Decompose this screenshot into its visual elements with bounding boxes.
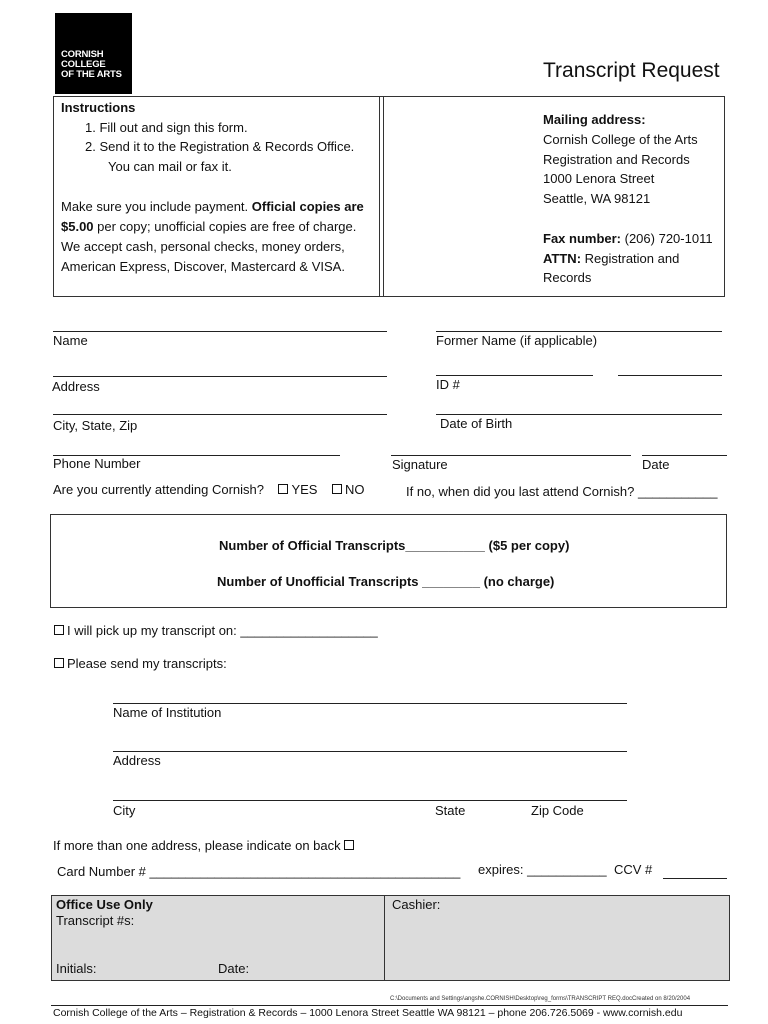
- mailing-line-2: Registration and Records: [543, 152, 690, 167]
- zip-label: Zip Code: [531, 803, 584, 818]
- page-title: Transcript Request: [543, 59, 720, 82]
- instruction-step-2: 2. Send it to the Registration & Records Office.: [85, 139, 355, 154]
- instructions-divider: [379, 96, 384, 296]
- transcript-numbers-label: Transcript #s:: [56, 913, 135, 928]
- signature-label: Signature: [392, 457, 448, 472]
- footer-address: Cornish College of the Arts – Registration & Records – 1000 Lenora Street Seattle WA 98121 – phone 206.726.5069 - www.cornish.edu: [53, 1007, 683, 1019]
- pickup-option: I will pick up my transcript on: ___________________: [54, 623, 378, 638]
- payment-note-line-3: We accept cash, personal checks, money orders,: [61, 239, 345, 254]
- initials-label: Initials:: [56, 961, 97, 976]
- send-checkbox[interactable]: [54, 658, 64, 668]
- ccv-label: CCV #: [614, 862, 653, 877]
- institution-label: Name of Institution: [113, 705, 222, 720]
- office-divider: [384, 895, 385, 980]
- cornish-logo: [55, 13, 132, 94]
- attn-line: ATTN: Registration and: [543, 251, 680, 266]
- copies-box: [50, 514, 727, 608]
- id-field-part-1[interactable]: [436, 375, 593, 376]
- address-label: Address: [52, 379, 100, 394]
- unofficial-transcripts-field[interactable]: Number of Unofficial Transcripts ________ (no charge): [217, 574, 555, 589]
- date-field[interactable]: [642, 455, 727, 456]
- attn-line-2: Records: [543, 270, 592, 285]
- institution-city-field[interactable]: [113, 800, 627, 801]
- pickup-checkbox[interactable]: [54, 625, 64, 635]
- logo-line-1: CORNISH: [61, 49, 104, 60]
- mailing-line-1: Cornish College of the Arts: [543, 132, 698, 147]
- last-attend-field[interactable]: If no, when did you last attend Cornish? ___________: [406, 484, 718, 499]
- name-label: Name: [53, 333, 88, 348]
- date-label: Date: [642, 457, 670, 472]
- institution-address-label: Address: [113, 753, 161, 768]
- former-name-field[interactable]: [436, 331, 722, 332]
- instruction-step-2-cont: You can mail or fax it.: [108, 159, 232, 174]
- state-label: State: [435, 803, 466, 818]
- mailing-heading: Mailing address:: [543, 112, 646, 127]
- cashier-label: Cashier:: [392, 897, 441, 912]
- dob-field[interactable]: [436, 414, 722, 415]
- payment-note-line-2: $5.00 per copy; unofficial copies are free of charge.: [61, 219, 357, 234]
- phone-label: Phone Number: [53, 456, 141, 471]
- yes-checkbox[interactable]: [278, 484, 288, 494]
- id-label: ID #: [436, 377, 460, 392]
- city-state-zip-label: City, State, Zip: [53, 418, 138, 433]
- fax-number: Fax number: (206) 720-1011: [543, 231, 713, 246]
- expires-field[interactable]: expires: ___________: [478, 862, 607, 877]
- more-addresses-checkbox[interactable]: [344, 840, 354, 850]
- mailing-line-4: Seattle, WA 98121: [543, 191, 651, 206]
- mailing-line-3: 1000 Lenora Street: [543, 171, 655, 186]
- former-name-label: Former Name (if applicable): [436, 333, 598, 348]
- send-option: Please send my transcripts:: [54, 656, 227, 671]
- more-addresses-note: If more than one address, please indicate on back: [53, 838, 357, 853]
- logo-line-2: COLLEGE: [61, 59, 106, 70]
- official-transcripts-field[interactable]: Number of Official Transcripts___________ ($5 per copy): [219, 538, 570, 553]
- institution-address-field[interactable]: [113, 751, 627, 752]
- instructions-heading: Instructions: [61, 100, 136, 115]
- city-label: City: [113, 803, 136, 818]
- payment-note-line-4: American Express, Discover, Mastercard & VISA.: [61, 259, 345, 274]
- attending-question: Are you currently attending Cornish? YES NO: [53, 482, 365, 497]
- file-path-note: C:\Documents and Settings\angshe.CORNISH\Desktop\reg_forms\TRANSCRIPT REQ.docCreated on 8/20/2004: [390, 996, 691, 1002]
- office-date-label: Date:: [218, 961, 250, 976]
- id-field-part-2[interactable]: [618, 375, 722, 376]
- name-field[interactable]: [53, 331, 387, 332]
- payment-note-line-1: Make sure you include payment. Official copies are: [61, 199, 364, 214]
- signature-field[interactable]: [391, 455, 631, 456]
- address-field[interactable]: [53, 376, 387, 377]
- institution-field[interactable]: [113, 703, 627, 704]
- ccv-field[interactable]: [663, 878, 727, 879]
- instruction-step-1: 1. Fill out and sign this form.: [85, 120, 248, 135]
- card-number-field[interactable]: Card Number # ___________________________________________: [57, 864, 461, 879]
- dob-label: Date of Birth: [440, 416, 513, 431]
- no-checkbox[interactable]: [332, 484, 342, 494]
- logo-line-3: OF THE ARTS: [61, 69, 122, 80]
- city-state-zip-field[interactable]: [53, 414, 387, 415]
- office-use-heading: Office Use Only: [56, 897, 153, 912]
- footer-rule: [51, 1005, 728, 1006]
